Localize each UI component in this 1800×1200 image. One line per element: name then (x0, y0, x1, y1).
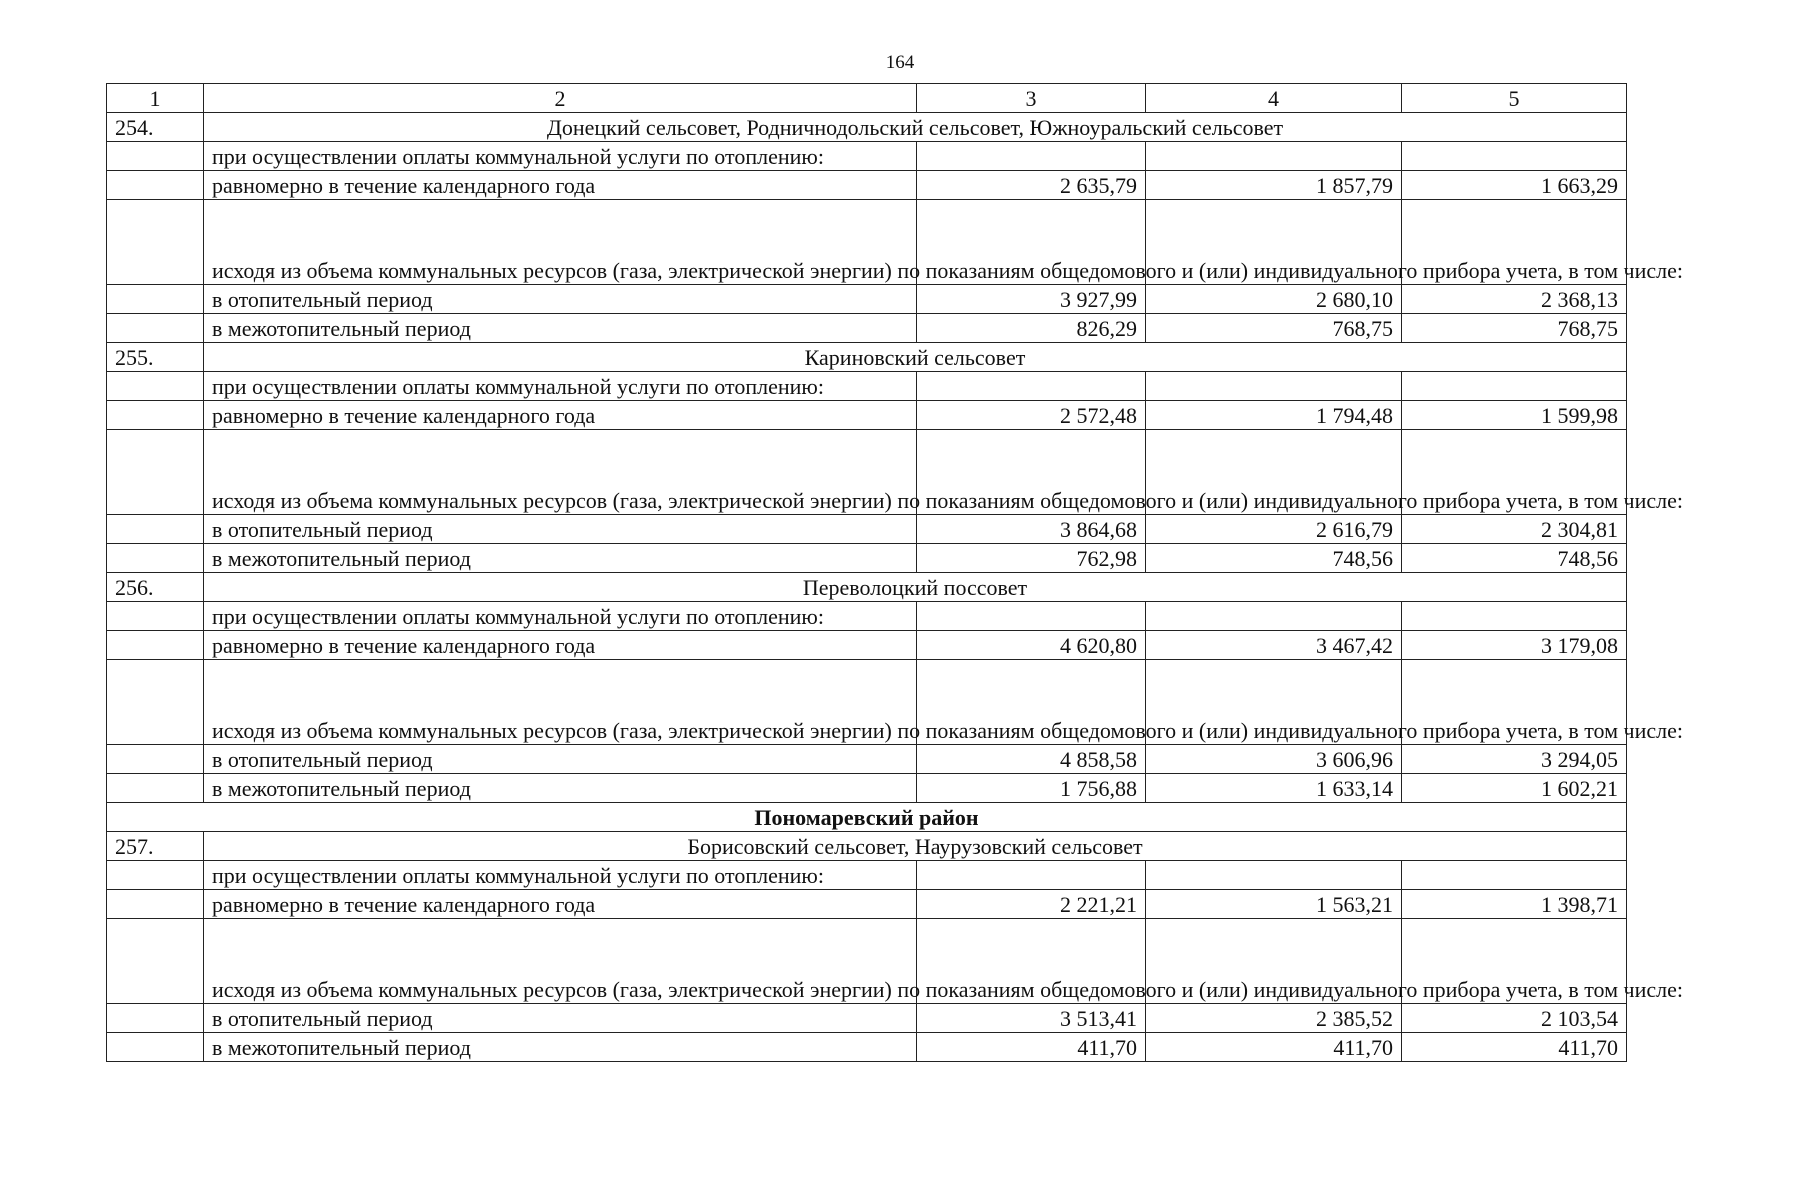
value-cell: 4 620,80 (917, 631, 1146, 660)
table-row (107, 861, 1627, 890)
header-cell: 2 (204, 84, 917, 113)
value-cell: 2 304,81 (1402, 515, 1627, 544)
table-row (107, 430, 1627, 515)
row-label: в отопительный период (204, 745, 917, 774)
empty-cell (107, 401, 204, 430)
empty-cell (107, 171, 204, 200)
table-row (107, 372, 1627, 401)
header-cell: 5 (1402, 84, 1627, 113)
empty-cell (107, 774, 204, 803)
value-cell: 3 927,99 (917, 285, 1146, 314)
header-cell: 3 (917, 84, 1146, 113)
value-cell: 1 857,79 (1146, 171, 1402, 200)
empty-cell (917, 372, 1146, 401)
value-cell: 2 572,48 (917, 401, 1146, 430)
empty-cell (917, 861, 1146, 890)
table-row (107, 314, 1627, 343)
district-row (107, 803, 1627, 832)
value-cell: 826,29 (917, 314, 1146, 343)
value-cell: 2 616,79 (1146, 515, 1402, 544)
value-cell: 411,70 (1146, 1033, 1402, 1062)
table-row (107, 602, 1627, 631)
value-cell: 3 294,05 (1402, 745, 1627, 774)
value-cell: 1 756,88 (917, 774, 1146, 803)
table-row (107, 631, 1627, 660)
table-row (107, 660, 1627, 745)
empty-cell (107, 861, 204, 890)
table-row (107, 1033, 1627, 1062)
row-label: равномерно в течение календарного года (204, 631, 917, 660)
value-cell: 1 663,29 (1402, 171, 1627, 200)
empty-cell (107, 890, 204, 919)
empty-cell (107, 1004, 204, 1033)
empty-cell (107, 285, 204, 314)
empty-cell (107, 745, 204, 774)
value-cell: 3 179,08 (1402, 631, 1627, 660)
section-title: Кариновский сельсовет (204, 343, 1627, 372)
value-cell: 1 599,98 (1402, 401, 1627, 430)
row-number: 256. (107, 573, 204, 602)
table-row (107, 544, 1627, 573)
header-row (107, 84, 1627, 113)
value-cell: 3 606,96 (1146, 745, 1402, 774)
empty-cell (1402, 861, 1627, 890)
empty-cell (1402, 602, 1627, 631)
row-label: в отопительный период (204, 515, 917, 544)
empty-cell (1146, 602, 1402, 631)
table-row (107, 919, 1627, 1004)
row-label: при осуществлении оплаты коммунальной услуги по отоплению: (204, 372, 917, 401)
tariff-table (106, 83, 1684, 1062)
empty-cell (107, 631, 204, 660)
table-row (107, 515, 1627, 544)
header-cell: 1 (107, 84, 204, 113)
table-row (107, 774, 1627, 803)
table-row (107, 171, 1627, 200)
empty-cell (107, 602, 204, 631)
row-number: 257. (107, 832, 204, 861)
value-cell: 411,70 (917, 1033, 1146, 1062)
empty-cell (107, 142, 204, 171)
empty-cell (107, 372, 204, 401)
section-title: Донецкий сельсовет, Родничнодольский сельсовет, Южноуральский сельсовет (204, 113, 1627, 142)
section-title: Борисовский сельсовет, Наурузовский сельсовет (204, 832, 1627, 861)
section-header-row (107, 113, 1627, 142)
value-cell: 2 635,79 (917, 171, 1146, 200)
row-label: исходя из объема коммунальных ресурсов (газа, электрической энергии) по показаниям общедомового и (или) индивидуального прибора учета, в том числе: (204, 660, 917, 745)
row-label: равномерно в течение календарного года (204, 401, 917, 430)
value-cell: 748,56 (1402, 544, 1627, 573)
table-row (107, 401, 1627, 430)
empty-cell (107, 1033, 204, 1062)
row-label: при осуществлении оплаты коммунальной услуги по отоплению: (204, 142, 917, 171)
section-header-row (107, 343, 1627, 372)
section-title: Переволоцкий поссовет (204, 573, 1627, 602)
empty-cell (917, 602, 1146, 631)
empty-cell (107, 515, 204, 544)
row-label: в межотопительный период (204, 774, 917, 803)
empty-cell (107, 430, 204, 515)
value-cell: 1 563,21 (1146, 890, 1402, 919)
value-cell: 2 680,10 (1146, 285, 1402, 314)
empty-cell (107, 660, 204, 745)
row-label: при осуществлении оплаты коммунальной услуги по отоплению: (204, 861, 917, 890)
value-cell: 1 794,48 (1146, 401, 1402, 430)
value-cell: 3 513,41 (917, 1004, 1146, 1033)
table-row (107, 1004, 1627, 1033)
value-cell: 768,75 (1402, 314, 1627, 343)
empty-cell (107, 200, 204, 285)
row-label: равномерно в течение календарного года (204, 890, 917, 919)
value-cell: 1 633,14 (1146, 774, 1402, 803)
value-cell: 2 385,52 (1146, 1004, 1402, 1033)
section-header-row (107, 832, 1627, 861)
row-number: 255. (107, 343, 204, 372)
empty-cell (917, 142, 1146, 171)
value-cell: 3 864,68 (917, 515, 1146, 544)
table-row (107, 200, 1627, 285)
value-cell: 4 858,58 (917, 745, 1146, 774)
table-row (107, 745, 1627, 774)
value-cell: 1 398,71 (1402, 890, 1627, 919)
value-cell: 2 103,54 (1402, 1004, 1627, 1033)
value-cell: 2 368,13 (1402, 285, 1627, 314)
district-title: Пономаревский район (107, 803, 1627, 832)
row-label: при осуществлении оплаты коммунальной услуги по отоплению: (204, 602, 917, 631)
table-row (107, 890, 1627, 919)
header-cell: 4 (1146, 84, 1402, 113)
row-label: равномерно в течение календарного года (204, 171, 917, 200)
row-label: в межотопительный период (204, 544, 917, 573)
empty-cell (107, 919, 204, 1004)
section-header-row (107, 573, 1627, 602)
value-cell: 1 602,21 (1402, 774, 1627, 803)
row-number: 254. (107, 113, 204, 142)
empty-cell (1402, 372, 1627, 401)
empty-cell (1146, 372, 1402, 401)
row-label: в межотопительный период (204, 1033, 917, 1062)
row-label: в межотопительный период (204, 314, 917, 343)
value-cell: 2 221,21 (917, 890, 1146, 919)
value-cell: 3 467,42 (1146, 631, 1402, 660)
row-label: исходя из объема коммунальных ресурсов (газа, электрической энергии) по показаниям общедомового и (или) индивидуального прибора учета, в том числе: (204, 430, 917, 515)
page-number: 164 (885, 52, 915, 73)
table-row (107, 285, 1627, 314)
value-cell: 411,70 (1402, 1033, 1627, 1062)
value-cell: 768,75 (1146, 314, 1402, 343)
empty-cell (107, 544, 204, 573)
empty-cell (1146, 861, 1402, 890)
row-label: в отопительный период (204, 285, 917, 314)
empty-cell (107, 314, 204, 343)
empty-cell (1146, 142, 1402, 171)
value-cell: 748,56 (1146, 544, 1402, 573)
row-label: исходя из объема коммунальных ресурсов (газа, электрической энергии) по показаниям общедомового и (или) индивидуального прибора учета, в том числе: (204, 200, 917, 285)
empty-cell (1402, 142, 1627, 171)
table-row (107, 142, 1627, 171)
value-cell: 762,98 (917, 544, 1146, 573)
row-label: в отопительный период (204, 1004, 917, 1033)
row-label: исходя из объема коммунальных ресурсов (газа, электрической энергии) по показаниям общедомового и (или) индивидуального прибора учета, в том числе: (204, 919, 917, 1004)
